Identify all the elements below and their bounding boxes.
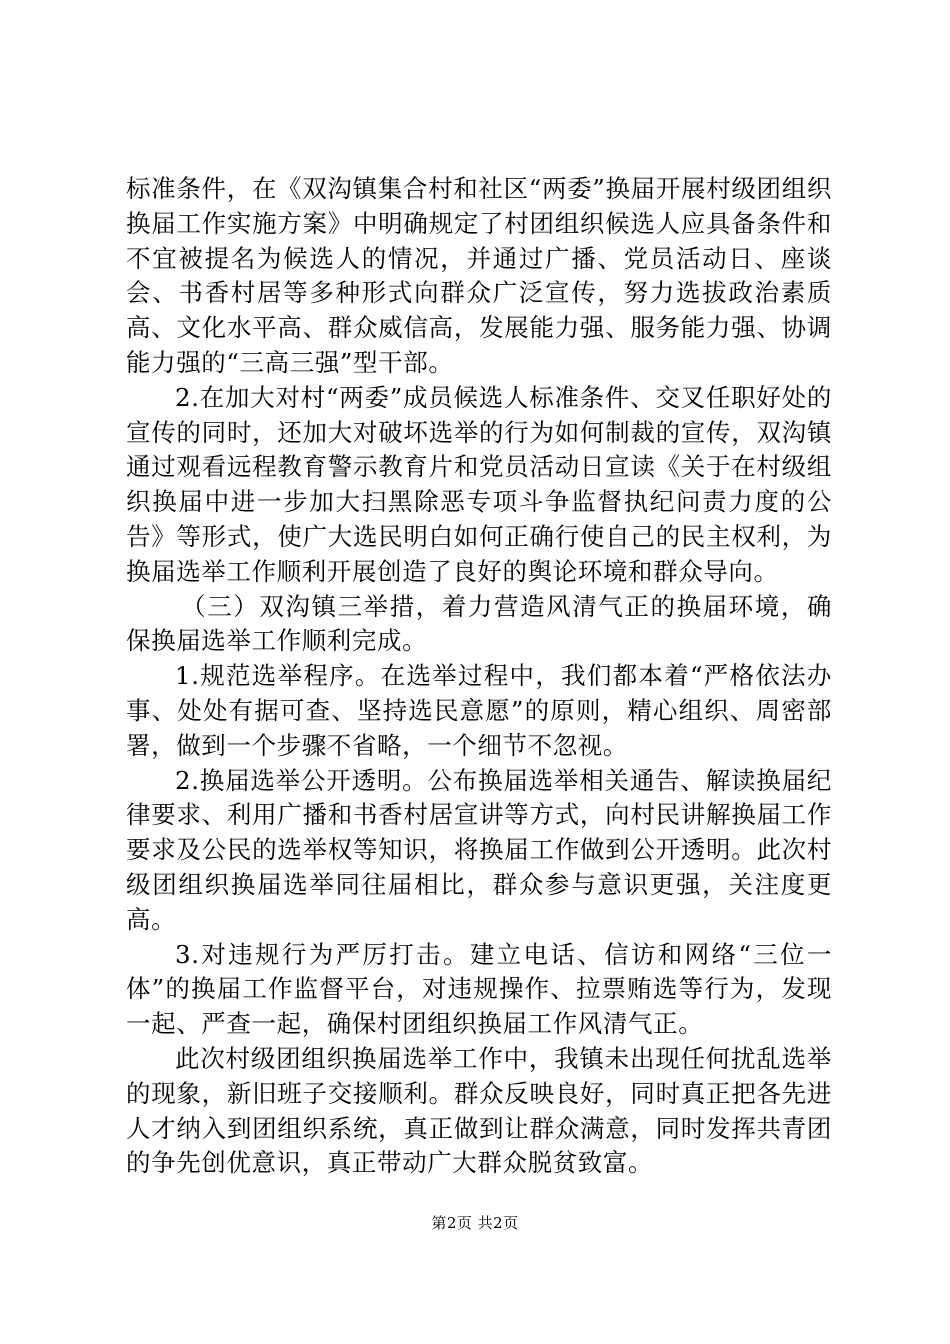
document-body (126, 172, 832, 1181)
paragraph-conclusion: 此次村级团组织换届选举工作中，我镇未出现任何扰乱选举的现象，新旧班子交接顺利。群众反映良好，同时真正把各先进人才纳入到团组织系统，真正做到让群众满意，同时发挥共青团的争先创优意识，真正带动广大群众脱贫致富。 (126, 1043, 832, 1178)
paragraph-item-1-procedure: 1.规范选举程序。在选举过程中，我们都本着“严格依法办事、处处有据可查、坚持选民意愿”的原则，精心组织、周密部署，做到一个步骤不省略，一个细节不忽视。 (126, 661, 832, 760)
paragraph-standard-conditions: 标准条件，在《双沟镇集合村和社区“两委”换届开展村级团组织换届工作实施方案》中明确规定了村团组织候选人应具备条件和不宜被提名为候选人的情况，并通过广播、党员活动日、座谈会、书香村居等多种形式向群众广泛宣传，努力选拔政治素质高、文化水平高、群众威信高，发展能力强、服务能力强、协调能力强的“三高三强”型干部。 (126, 174, 832, 377)
paragraph-item-3-crackdown: 3.对违规行为严厉打击。建立电话、信访和网络“三位一体”的换届工作监督平台，对违规操作、拉票贿选等行为，发现一起、严查一起，确保村团组织换届工作风清气正。 (126, 939, 832, 1039)
paragraph-item-2-transparency: 2.换届选举公开透明。公布换届选举相关通告、解读换届纪律要求、利用广播和书香村居宣讲等方式，向村民讲解换届工作要求及公民的选举权等知识，将换届工作做到公开透明。此次村级团组织换届选举同往届相比，群众参与意识更强，关注度更高。 (126, 765, 832, 934)
paragraph-item-2-publicity: 2.在加大对村“两委”成员候选人标准条件、交叉任职好处的宣传的同时，还加大对破坏选举的行为如何制裁的宣传，双沟镇通过观看远程教育警示教育片和党员活动日宣读《关于在村级组织换届中进一步加大扫黑除恶专项斗争监督执纪问责力度的公告》等形式，使广大选民明白如何正确行使自己的民主权利，为换届选举工作顺利开展创造了良好的舆论环境和群众导向。 (126, 382, 832, 586)
page-number-footer: 第2页 共2页 (431, 1214, 519, 1232)
paragraph-section-3-heading: （三）双沟镇三举措，着力营造风清气正的换届环境，确保换届选举工作顺利完成。 (126, 591, 832, 656)
